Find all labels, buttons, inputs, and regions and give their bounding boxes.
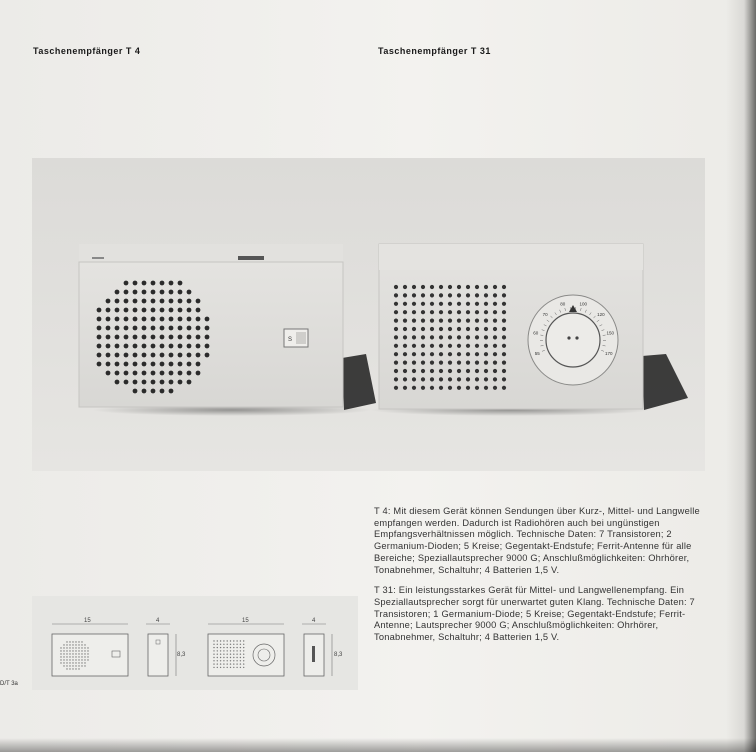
t31-side-drawing [302, 618, 343, 676]
t4-height-label: 8,3 [177, 652, 186, 658]
t31-tuning-dial [528, 295, 618, 385]
t4-front-drawing [52, 618, 128, 676]
t4-radio [79, 244, 343, 407]
heading-t31: Taschenempfänger T 31 [378, 46, 491, 56]
dial-number: 150 [606, 330, 614, 336]
dial-number: 120 [597, 312, 605, 318]
description-text [374, 506, 710, 653]
t4-band-switch [284, 329, 308, 347]
dial-number: 100 [579, 301, 588, 307]
dial-number: 80 [560, 301, 566, 307]
t31-front-drawing [208, 618, 284, 676]
t31-width-label: 15 [242, 618, 249, 624]
t31-description: T 31: Ein leistungsstarkes Gerät für Mittel- und Langwellenempfang. Ein Speziallautsprecher sorgt für unerwartet guten Klang. Technische Daten: 7 Transistoren; 1 Germanium-Diode; 5 Kreise; Gegentakt-Endstufe; Ferrit-Antenne; Lautsprecher 9000 G; Anschlußmöglichkeiten: Ohrhörer, Tonabnehmer, Schaltuhr; 4 Batterien 1,5 V. [374, 585, 695, 643]
technical-drawings [32, 596, 358, 690]
dial-number: 70 [542, 312, 548, 318]
t31-radio [379, 244, 643, 409]
dial-number: 60 [533, 330, 539, 336]
t31-depth-label: 4 [312, 618, 316, 624]
t4-width-label: 15 [84, 618, 91, 624]
t4-switch-label: S [288, 337, 293, 343]
page-bottom-edge [0, 738, 756, 752]
t4-side-drawing [146, 618, 186, 676]
dial-number: 55 [534, 351, 540, 356]
page-code: D/T 3a [0, 681, 18, 687]
product-photo [32, 158, 705, 471]
dial-number: 170 [604, 351, 613, 356]
t31-height-label: 8,3 [334, 652, 343, 658]
heading-t4: Taschenempfänger T 4 [33, 46, 141, 56]
t4-description: T 4: Mit diesem Gerät können Sendungen über Kurz-, Mittel- und Langwelle empfangen werden. Dadurch ist Radiohören auch bei ungünstigen Empfangsverhältnissen möglich. Technische Daten: 7 Transistoren; 2 Germanium-Dioden; 5 Kreise; Gegentakt-Endstufe; Ferrit-Antenne für alle Bereiche; Speziallautsprecher 9000 G; Anschlußmöglichkeiten: Ohrhörer, Tonabnehmer, Schaltuhr; 4 Batterien 1,5 V. [374, 506, 700, 575]
t4-depth-label: 4 [156, 618, 160, 624]
